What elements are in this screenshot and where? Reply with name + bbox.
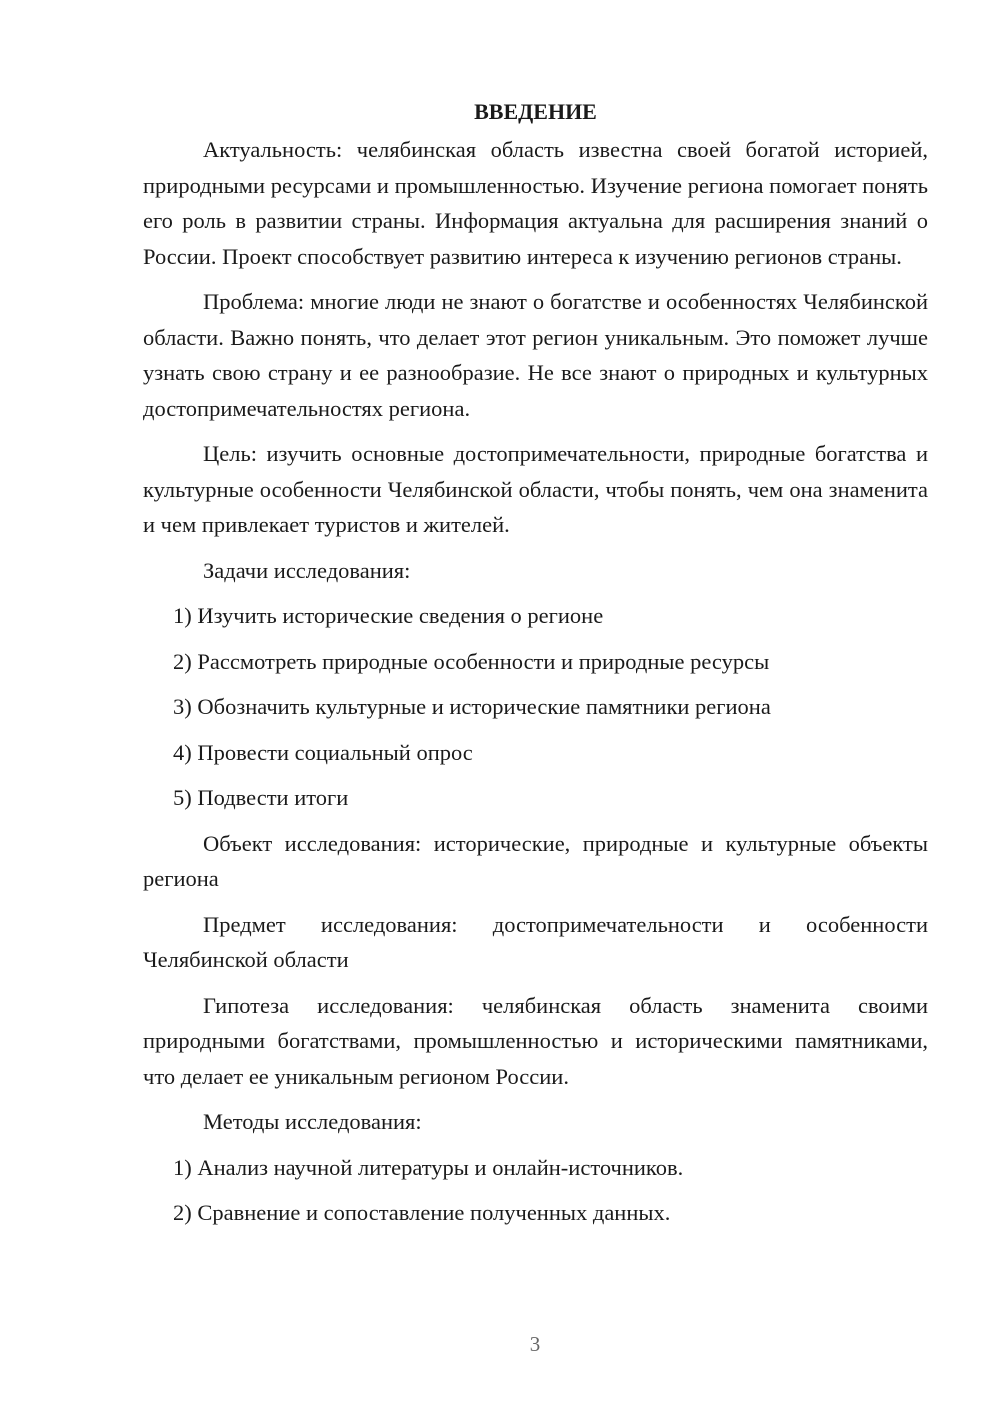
section-title: ВВЕДЕНИЕ bbox=[474, 99, 597, 124]
task-item: 2) Рассмотреть природные особенности и природные ресурсы bbox=[173, 648, 770, 674]
object-paragraph: Объект исследования: исторические, природные и культурные объекты региона bbox=[143, 830, 928, 891]
task-item: 4) Провести социальный опрос bbox=[173, 739, 473, 765]
method-item: 2) Сравнение и сопоставление полученных данных. bbox=[173, 1200, 671, 1225]
problem-paragraph: Проблема: многие люди не знают о богатстве и особенностях Челябинской области. Важно понять, что делает этот регион уникальным. Это поможет лучше узнать свою страну и ее разнообразие. Не все знают о природных и культурных достопримечательностях региона. bbox=[143, 289, 928, 421]
subject-paragraph: Предмет исследования: достопримечательности и особенности Челябинской области bbox=[143, 911, 928, 972]
task-item: 1) Изучить исторические сведения о регионе bbox=[173, 603, 604, 628]
task-item: 5) Подвести итоги bbox=[173, 785, 349, 810]
methods-heading: Методы исследования: bbox=[203, 1109, 422, 1134]
method-item: 1) Анализ научной литературы и онлайн-источников. bbox=[173, 1154, 684, 1180]
goal-paragraph: Цель: изучить основные достопримечательности, природные богатства и культурные особенности Челябинской области, чтобы понять, чем она знаменита и чем привлекает туристов и жителей. bbox=[143, 441, 928, 537]
hypothesis-paragraph: Гипотеза исследования: челябинская область знаменита своими природными богатствами, промышленностью и историческими памятниками, что делает ее уникальным регионом России. bbox=[143, 992, 928, 1089]
tasks-heading: Задачи исследования: bbox=[203, 557, 411, 583]
task-item: 3) Обозначить культурные и исторические памятники региона bbox=[173, 694, 771, 719]
relevance-paragraph: Актуальность: челябинская область известна своей богатой историей, природными ресурсами и промышленностью. Изучение региона помогает понять его роль в развитии страны. Информация актуальна для расширения знаний о России. Проект способствует развитию интереса к изучению регионов страны. bbox=[143, 137, 928, 269]
document-page bbox=[143, 92, 928, 1241]
page-number: 3 bbox=[529, 1332, 541, 1356]
